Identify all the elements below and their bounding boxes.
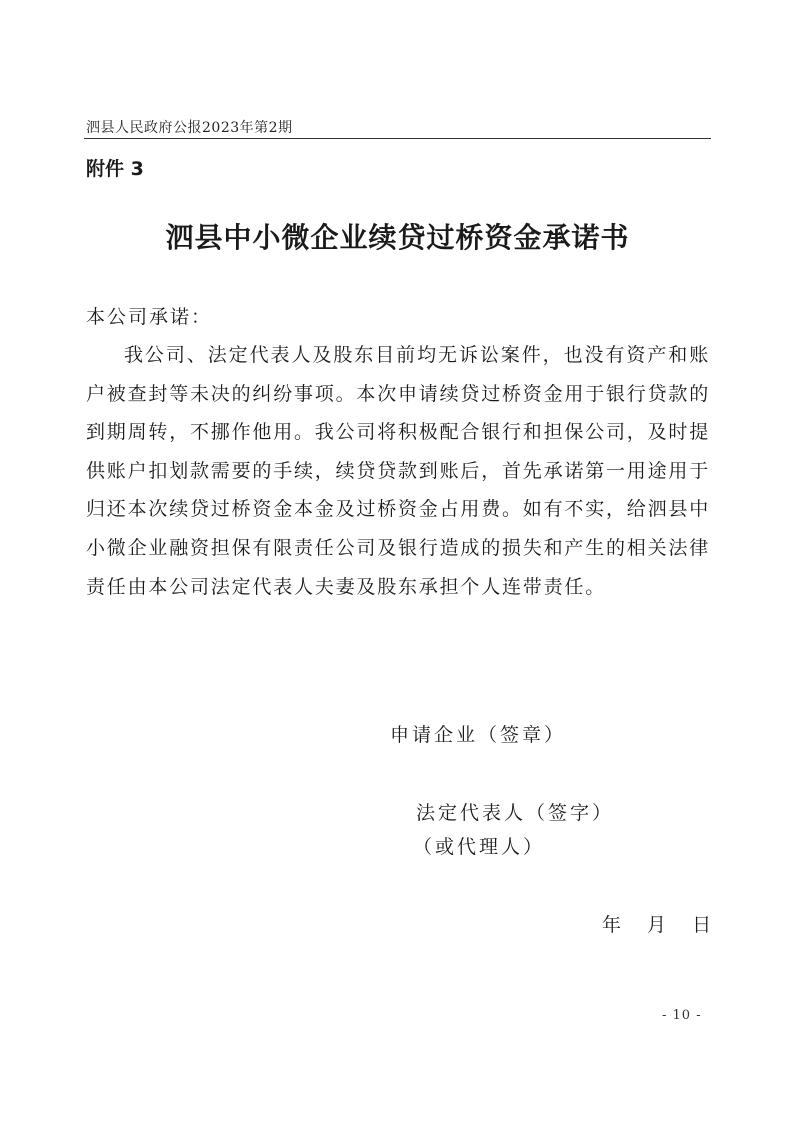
signature-legal-rep: 法定代表人（签字） <box>416 802 615 824</box>
signature-company: 申请企业（签章） <box>390 724 567 746</box>
commitment-paragraph: 我公司、法定代表人及股东目前均无诉讼案件，也没有资产和账户被查封等未决的纠纷事项。本次申请续贷过桥资金用于银行贷款的到期周转，不挪作他用。我公司将积极配合银行和担保公司，及时提供账户扣划款需要的手续，续贷贷款到账后，首先承诺第一用途用于归还本次续贷过桥资金本金及过桥资金占用费。如有不实，给泗县中小微企业融资担保有限责任公司及银行造成的损失和产生的相关法律责任由本公司法定代表人夫妻及股东承担个人连带责任。 <box>86 344 711 598</box>
signature-date: 年 月 日 <box>602 914 722 936</box>
intro-line: 本公司承诺： <box>86 306 213 328</box>
header-divider <box>84 138 711 139</box>
signature-agent: （或代理人） <box>413 836 546 858</box>
document-title: 泗县中小微企业续贷过桥资金承诺书 <box>165 221 630 254</box>
attachment-label: 附件 3 <box>86 158 144 180</box>
publication-header: 泗县人民政府公报2023年第2期 <box>86 120 293 136</box>
page-number: - 10 - <box>662 1008 702 1023</box>
